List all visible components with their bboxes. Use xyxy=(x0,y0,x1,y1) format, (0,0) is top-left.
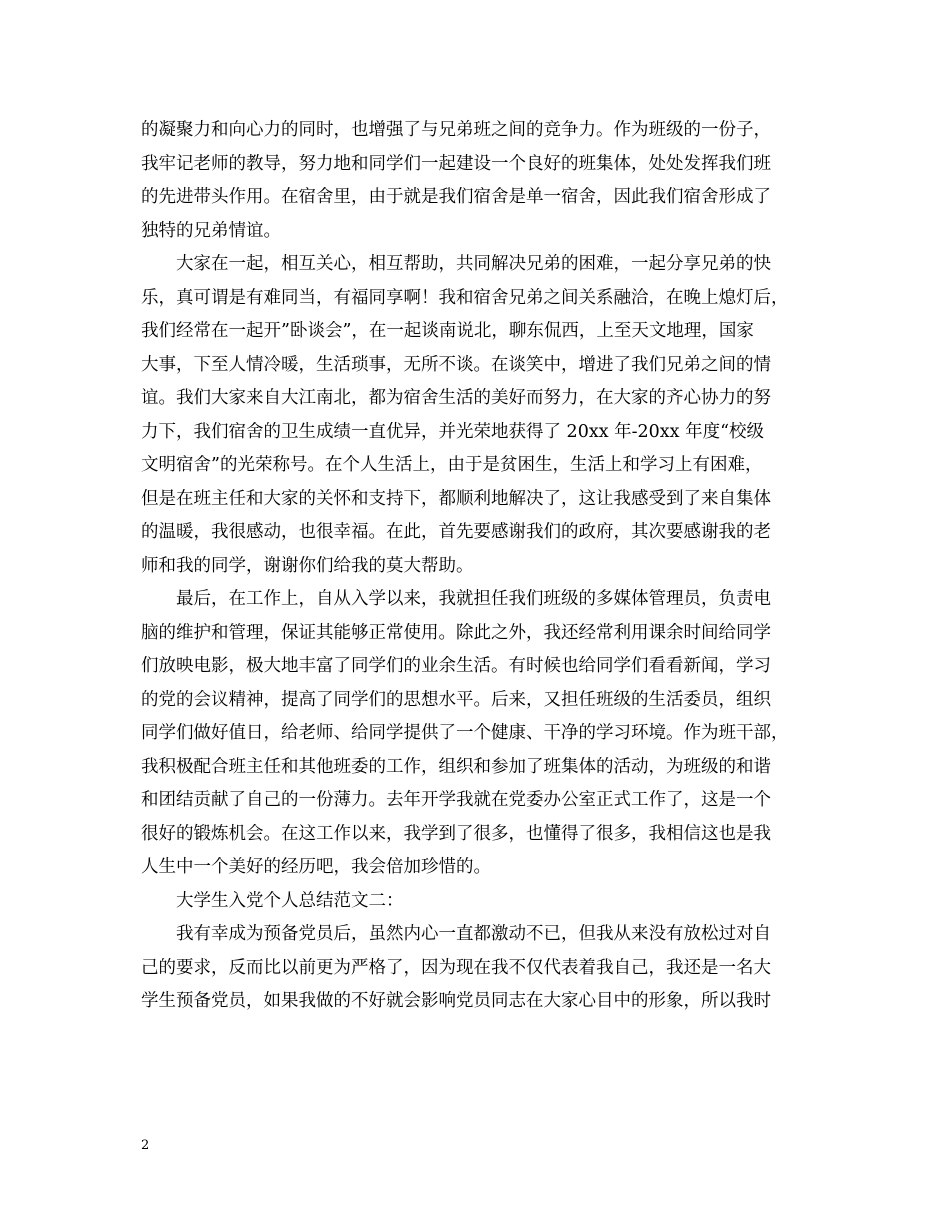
text-line: 乐，真可谓是有难同当，有福同享啊！我和宿舍兄弟之间关系融洽，在晚上熄灯后， xyxy=(141,287,789,308)
page-number: 2 xyxy=(141,1138,150,1153)
text-line: 我们经常在一起开”卧谈会”，在一起谈南说北，聊东侃西，上至天文地理，国家 xyxy=(141,321,754,341)
text-line: 的先进带头作用。在宿舍里，由于就是我们宿舍是单一宿舍，因此我们宿舍形成了 xyxy=(141,187,771,207)
text-line: 的党的会议精神，提高了同学们的思想水平。后来，又担任班级的生活委员，组织 xyxy=(141,689,771,710)
text-line: 师和我的同学，谢谢你们给我的莫大帮助。 xyxy=(141,555,474,576)
paragraph xyxy=(141,248,821,583)
text-line: 学生预备党员，如果我做的不好就会影响党员同志在大家心目中的形象，所以我时 xyxy=(141,991,771,1011)
text-line: 谊。我们大家来自大江南北，都为宿舍生活的美好而努力，在大家的齐心协力的努 xyxy=(141,388,771,408)
text-line: 人生中一个美好的经历吧，我会倍加珍惜的。 xyxy=(141,857,491,877)
text-line: 大学生入党个人总结范文二： xyxy=(176,890,404,911)
text-line: 很好的锻炼机会。在这工作以来，我学到了很多，也懂得了很多，我相信这也是我 xyxy=(141,823,771,844)
text-line: 独特的兄弟情谊。 xyxy=(141,220,281,241)
text-line: 但是在班主任和大家的关怀和支持下，都顺利地解决了，这让我感受到了来自集体 xyxy=(141,488,771,509)
text-line: 大事，下至人情冷暖，生活琐事，无所不谈。在谈笑中，增进了我们兄弟之间的情 xyxy=(141,354,771,375)
text-line: 的凝聚力和向心力的同时，也增强了与兄弟班之间的竞争力。作为班级的一份子， xyxy=(141,120,771,140)
text-line: 最后，在工作上，自从入学以来，我就担任我们班级的多媒体管理员，负责电 xyxy=(176,589,771,609)
text-line: 我积极配合班主任和其他班委的工作，组织和参加了班集体的活动，为班级的和谐 xyxy=(141,756,771,777)
text-line: 大家在一起，相互关心，相互帮助，共同解决兄弟的困难，一起分享兄弟的快 xyxy=(176,254,771,274)
text-line: 同学们做好值日，给老师、给同学提供了一个健康、干净的学习环境。作为班干部， xyxy=(141,723,789,743)
paragraph xyxy=(141,114,821,248)
text-line: 己的要求，反而比以前更为严格了，因为现在我不仅代表着我自己，我还是一名大 xyxy=(141,957,771,978)
paragraph xyxy=(141,885,821,919)
text-line: 脑的维护和管理，保证其能够正常使用。除此之外，我还经常利用课余时间给同学 xyxy=(141,622,771,643)
text-line: 我牢记老师的教导，努力地和同学们一起建设一个良好的班集体，处处发挥我们班 xyxy=(141,153,771,174)
text-line: 文明宿舍”的光荣称号。在个人生活上，由于是贫困生，生活上和学习上有困难， xyxy=(141,455,763,475)
text-line: 力下，我们宿舍的卫生成绩一直优异，并光荣地获得了 20xx 年-20xx 年度“校级 xyxy=(141,421,765,442)
text-line: 的温暖，我很感动，也很幸福。在此，首先要感谢我们的政府，其次要感谢我的老 xyxy=(141,522,771,542)
document-body xyxy=(141,114,821,1019)
paragraph xyxy=(141,583,821,885)
text-line: 们放映电影，极大地丰富了同学们的业余生活。有时候也给同学们看看新闻，学习 xyxy=(141,656,771,676)
text-line: 和团结贡献了自己的一份薄力。去年开学我就在党委办公室正式工作了，这是一个 xyxy=(141,790,771,810)
paragraph xyxy=(141,918,821,1019)
text-line: 我有幸成为预备党员后，虽然内心一直都激动不已，但我从来没有放松过对自 xyxy=(176,924,771,944)
